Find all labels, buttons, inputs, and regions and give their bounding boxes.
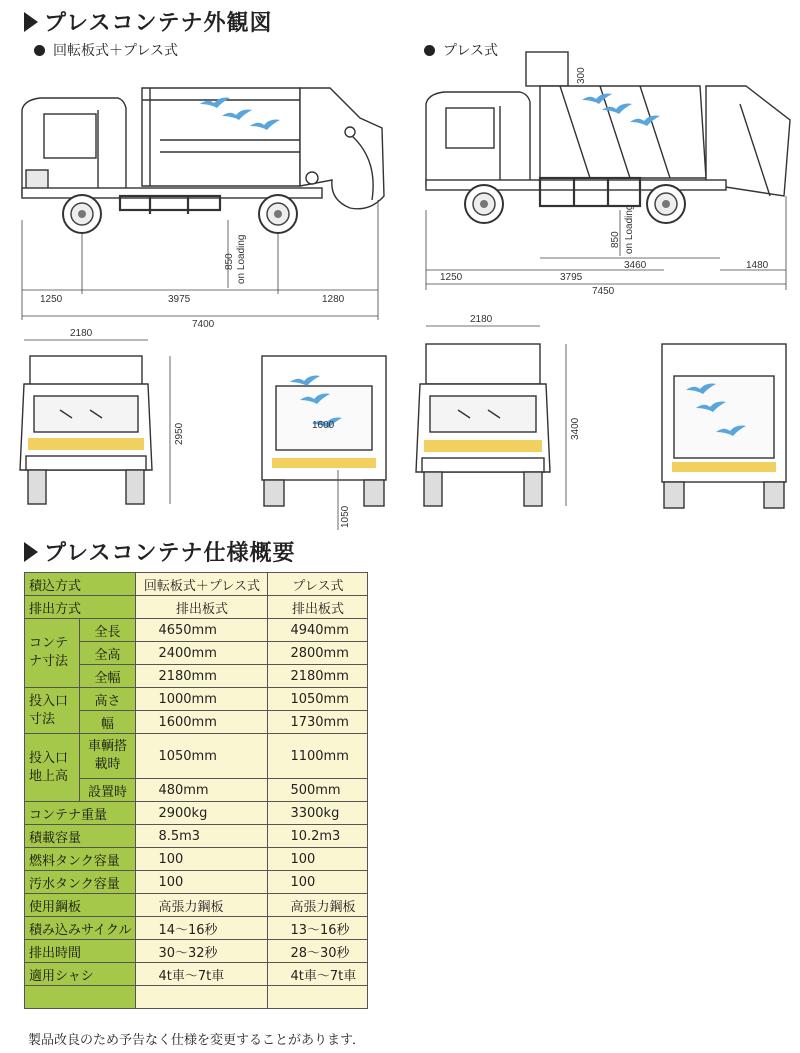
table-cell: 4t車〜7t車: [136, 963, 268, 986]
table-cell: [25, 986, 136, 1009]
right-dim-total: 7450: [592, 286, 615, 297]
table-cell: 100: [268, 848, 368, 871]
table-row: [25, 848, 368, 871]
table-cell: 2180mm: [136, 665, 268, 688]
table-cell: 燃料タンク容量: [25, 848, 136, 871]
right-dim-1250: 1250: [440, 272, 463, 283]
table-cell: 2180mm: [268, 665, 368, 688]
table-cell: 汚水タンク容量: [25, 871, 136, 894]
table-cell: 1100mm: [268, 734, 368, 779]
right-dim-850: 850: [610, 231, 621, 248]
table-row: [25, 619, 368, 642]
left-dim-ground: 1050: [340, 505, 351, 528]
left-dim-width: 2180: [70, 328, 93, 339]
table-cell: 積込方式: [25, 573, 136, 596]
table-cell: 1050mm: [136, 734, 268, 779]
table-cell: 100: [136, 848, 268, 871]
front-wheel-icon: [63, 195, 101, 233]
table-cell: プレス式: [268, 573, 368, 596]
table-group-label: コンテ ナ寸法: [25, 619, 80, 688]
left-rear-view: [262, 356, 386, 506]
table-cell: 4t車〜7t車: [268, 963, 368, 986]
table-row: [25, 871, 368, 894]
table-cell: 30〜32秒: [136, 940, 268, 963]
table-row: [25, 917, 368, 940]
right-front-view: [416, 344, 550, 506]
table-cell: [268, 986, 368, 1009]
table-row: [25, 963, 368, 986]
table-cell: 100: [136, 871, 268, 894]
table-row: [25, 596, 368, 619]
table-cell: 排出板式: [268, 596, 368, 619]
right-dim-3795: 3795: [560, 272, 583, 283]
table-cell: 使用鋼板: [25, 894, 136, 917]
table-cell: 高さ: [79, 688, 136, 711]
spec-heading: プレスコンテナ仕様概要: [24, 536, 295, 567]
table-cell: 車輌搭 載時: [79, 734, 136, 779]
right-dim-width: 2180: [470, 314, 493, 325]
table-row: [25, 802, 368, 825]
right-dim-on-loading: on Loading: [624, 204, 635, 254]
table-row: [25, 940, 368, 963]
left-front-view: [20, 356, 152, 504]
rear-wheel-icon: [647, 185, 685, 223]
right-rear-view: [662, 344, 786, 508]
table-group-label: 投入口 寸法: [25, 688, 80, 734]
table-cell: 排出時間: [25, 940, 136, 963]
table-row: [25, 894, 368, 917]
table-group-label: 投入口 地上高: [25, 734, 80, 802]
rear-wheel-icon: [259, 195, 297, 233]
table-row: [25, 734, 368, 779]
front-wheel-icon: [465, 185, 503, 223]
right-dim-3460: 3460: [624, 260, 647, 271]
left-dim-height: 2950: [174, 422, 185, 445]
table-cell: 設置時: [79, 779, 136, 802]
right-side-view: [426, 52, 790, 206]
table-cell: 4940mm: [268, 619, 368, 642]
footnote: 製品改良のため予告なく仕様を変更することがあります．: [28, 1033, 365, 1048]
table-row: [25, 688, 368, 711]
table-cell: 回転板式＋プレス式: [136, 573, 268, 596]
table-cell: 2400mm: [136, 642, 268, 665]
table-cell: 1050mm: [268, 688, 368, 711]
table-cell: 2900kg: [136, 802, 268, 825]
table-cell: 1000mm: [136, 688, 268, 711]
right-dim-height: 3400: [570, 417, 581, 440]
left-dim-1280: 1280: [322, 294, 345, 305]
left-dim-1250: 1250: [40, 294, 63, 305]
table-cell: 高張力鋼板: [268, 894, 368, 917]
left-dim-on-loading: on Loading: [236, 234, 247, 284]
table-cell: 排出板式: [136, 596, 268, 619]
table-cell: 28〜30秒: [268, 940, 368, 963]
table-cell: 2800mm: [268, 642, 368, 665]
table-cell: コンテナ重量: [25, 802, 136, 825]
table-cell: 全長: [79, 619, 136, 642]
table-cell: 4650mm: [136, 619, 268, 642]
table-cell: 14〜16秒: [136, 917, 268, 940]
table-row: [25, 825, 368, 848]
table-cell: 1730mm: [268, 711, 368, 734]
left-dim-opening: 1600: [312, 420, 335, 431]
table-cell: 積み込みサイクル: [25, 917, 136, 940]
left-dim-3975: 3975: [168, 294, 191, 305]
table-cell: 高張力鋼板: [136, 894, 268, 917]
appearance-heading: プレスコンテナ外観図: [24, 6, 272, 37]
table-cell: 1600mm: [136, 711, 268, 734]
table-cell: 全幅: [79, 665, 136, 688]
table-cell: 幅: [79, 711, 136, 734]
table-row: [25, 573, 368, 596]
table-cell: 480mm: [136, 779, 268, 802]
table-cell: 8.5m3: [136, 825, 268, 848]
table-cell: 100: [268, 871, 368, 894]
spec-table: [24, 572, 368, 1009]
right-dim-1480: 1480: [746, 260, 769, 271]
right-dim-top: 300: [576, 67, 587, 84]
table-cell: 10.2m3: [268, 825, 368, 848]
triangle-bullet-icon: [24, 542, 38, 562]
table-row: [25, 986, 368, 1009]
left-dim-total: 7400: [192, 319, 215, 330]
table-cell: 500mm: [268, 779, 368, 802]
table-cell: 全高: [79, 642, 136, 665]
table-cell: 3300kg: [268, 802, 368, 825]
table-cell: 排出方式: [25, 596, 136, 619]
table-cell: [136, 986, 268, 1009]
table-cell: 積載容量: [25, 825, 136, 848]
left-dim-850: 850: [224, 253, 235, 270]
table-cell: 適用シャシ: [25, 963, 136, 986]
right-view-label: プレス式: [424, 40, 498, 60]
left-view-label: 回転板式＋プレス式: [34, 40, 178, 60]
table-cell: 13〜16秒: [268, 917, 368, 940]
